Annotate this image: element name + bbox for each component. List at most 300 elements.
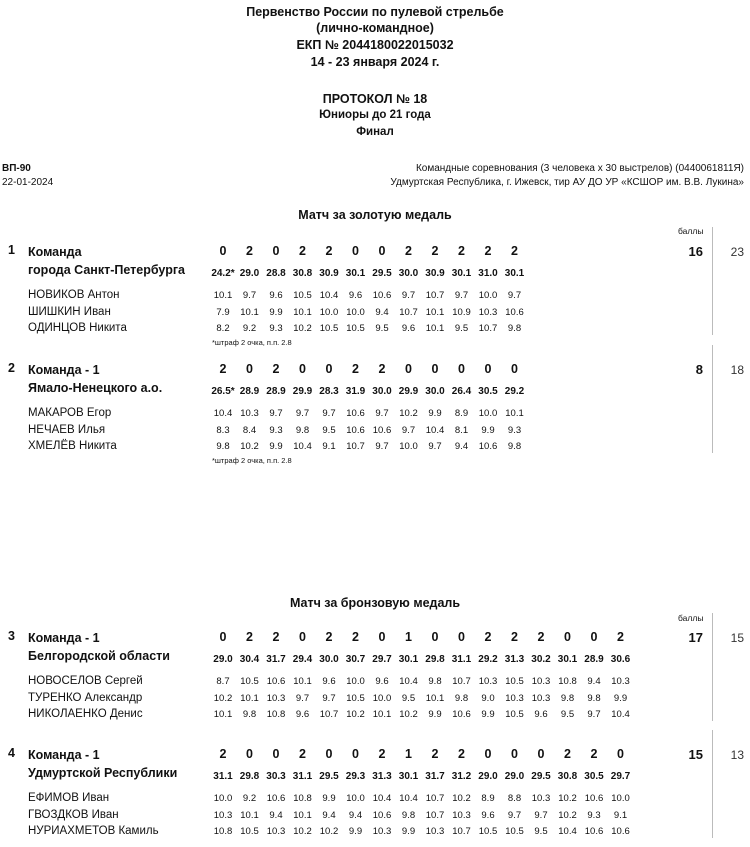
- shot-score: 10.6: [478, 441, 498, 452]
- shot-score: 9.8: [295, 424, 310, 436]
- shot-score: 9.8: [560, 692, 575, 704]
- shot-score: 9.5: [534, 826, 548, 837]
- shot-score: 10.7: [346, 441, 365, 452]
- athlete-name: ХМЕЛЁВ Никита: [28, 440, 117, 452]
- match-point: 0: [352, 244, 359, 258]
- shot-score: 8.1: [454, 424, 469, 436]
- column-divider: [712, 345, 713, 453]
- shot-score: 10.4: [425, 424, 445, 436]
- athlete-name: НОВОСЕЛОВ Сергей: [28, 675, 143, 687]
- shot-score: 9.7: [587, 709, 601, 720]
- match-point: 2: [378, 362, 386, 376]
- shot-score: 10.1: [293, 306, 312, 318]
- series-score: 29.0: [478, 771, 498, 782]
- athlete-name: ЕФИМОВ Иван: [28, 792, 110, 804]
- venue: Удмуртская Республика, г. Ижевск, тир АУ ДО УР «КСШОР им. В.В. Лукина»: [390, 177, 744, 188]
- series-score: 30.6: [610, 654, 631, 665]
- shot-score: 10.5: [346, 692, 365, 704]
- series-score: 30.8: [292, 268, 313, 279]
- match-point: 2: [617, 630, 624, 644]
- shot-score: 9.5: [454, 323, 469, 334]
- shot-score: 9.7: [322, 408, 336, 419]
- team-score: 23: [730, 245, 744, 259]
- match-point: 0: [484, 747, 492, 761]
- shot-score: 9.7: [507, 290, 522, 301]
- shot-score: 9.6: [348, 290, 363, 301]
- shot-score: 9.8: [428, 676, 442, 687]
- shot-score: 9.4: [348, 809, 363, 821]
- team-rank: 3: [8, 629, 15, 643]
- shot-score: 9.9: [613, 692, 628, 704]
- series-score: 28.3: [319, 386, 339, 397]
- match-point: 0: [272, 244, 280, 258]
- series-score: 30.0: [398, 268, 419, 279]
- series-score: 31.7: [266, 654, 286, 665]
- shot-score: 10.5: [346, 323, 365, 334]
- series-score: 30.1: [398, 771, 419, 782]
- shot-score: 9.2: [242, 323, 257, 334]
- series-score: 26.4: [451, 386, 472, 397]
- shot-score: 9.7: [401, 424, 416, 436]
- shot-score: 10.0: [346, 793, 365, 804]
- match-point: 2: [299, 244, 306, 258]
- series-score: 30.1: [504, 268, 525, 279]
- match-point: 0: [537, 747, 545, 761]
- team-name: Команда - 1: [28, 748, 100, 762]
- shot-score: 9.9: [269, 441, 283, 452]
- match-point: 2: [272, 630, 280, 644]
- shot-score: 10.3: [266, 692, 286, 704]
- series-score: 30.7: [345, 654, 366, 665]
- shot-score: 10.1: [425, 692, 445, 704]
- series-score: 30.0: [319, 654, 339, 665]
- shot-score: 9.8: [216, 441, 230, 452]
- series-score: 29.0: [504, 771, 525, 782]
- series-score: 28.8: [266, 268, 286, 279]
- points-label: баллы: [678, 226, 704, 236]
- match-point: 2: [378, 747, 386, 761]
- match-point: 0: [590, 630, 598, 644]
- shot-score: 10.1: [293, 676, 312, 687]
- series-score: 28.9: [239, 386, 260, 397]
- series-score: 31.2: [451, 771, 472, 782]
- shot-score: 10.2: [293, 826, 312, 837]
- shot-score: 10.6: [584, 826, 604, 837]
- match-point: 2: [484, 630, 492, 644]
- match-point: 0: [431, 630, 439, 644]
- series-score: 29.4: [292, 654, 313, 665]
- team-name: Команда - 1: [28, 631, 100, 645]
- athlete-name: НУРИАХМЕТОВ Камиль: [28, 825, 159, 837]
- match-point: 2: [325, 630, 333, 644]
- shot-score: 9.9: [481, 709, 495, 720]
- athlete-name: ШИШКИН Иван: [28, 305, 111, 318]
- team-total-points: 15: [688, 747, 703, 762]
- athlete-name: ТУРЕНКО Александр: [28, 691, 143, 704]
- shot-score: 9.9: [322, 793, 336, 804]
- shot-score: 10.6: [584, 793, 604, 804]
- athlete-name: ГВОЗДКОВ Иван: [28, 808, 119, 821]
- shot-score: 8.7: [216, 676, 230, 687]
- penalty-note: *штраф 2 очка, п.п. 2.8: [212, 456, 292, 465]
- shot-score: 9.1: [613, 809, 628, 821]
- shot-score: 10.1: [425, 323, 445, 334]
- shot-score: 9.9: [428, 408, 442, 419]
- shot-score: 8.9: [481, 793, 495, 804]
- event-title: Первенство России по пулевой стрельбе: [246, 5, 504, 19]
- shot-score: 10.7: [452, 826, 471, 837]
- shot-score: 10.5: [505, 826, 524, 837]
- shot-score: 9.4: [454, 441, 469, 452]
- athlete-name: НИКОЛАЕНКО Денис: [28, 708, 143, 720]
- series-score: 29.3: [345, 771, 366, 782]
- match-point: 1: [405, 630, 412, 644]
- shot-score: 10.0: [346, 676, 365, 687]
- shot-score: 10.3: [452, 809, 471, 821]
- shot-score: 10.4: [319, 290, 339, 301]
- shot-score: 9.5: [375, 323, 389, 334]
- match-point: 0: [378, 630, 386, 644]
- shot-score: 9.9: [401, 826, 416, 837]
- column-divider: [712, 613, 713, 721]
- series-score: 29.8: [239, 771, 260, 782]
- shot-score: 10.7: [425, 793, 445, 804]
- column-divider: [712, 730, 713, 838]
- shot-score: 10.6: [452, 709, 471, 720]
- penalty-note: *штраф 2 очка, п.п. 2.8: [212, 338, 292, 347]
- series-score: 29.0: [239, 268, 260, 279]
- shot-score: 10.6: [372, 424, 392, 436]
- shot-score: 10.5: [240, 676, 259, 687]
- shot-score: 9.6: [295, 709, 310, 720]
- match-point: 0: [511, 747, 518, 761]
- match-point: 0: [246, 747, 253, 761]
- shot-score: 10.1: [240, 306, 259, 318]
- series-score: 31.1: [451, 654, 472, 665]
- stage: Финал: [356, 126, 394, 138]
- athlete-name: НЕЧАЕВ Илья: [28, 423, 106, 436]
- shot-score: 10.5: [478, 826, 498, 837]
- shot-score: 10.1: [213, 290, 233, 301]
- match-point: 2: [272, 362, 280, 376]
- shot-score: 9.6: [481, 809, 495, 821]
- shot-score: 9.4: [322, 809, 336, 821]
- match-point: 0: [299, 362, 306, 376]
- series-score: 29.2: [504, 386, 525, 397]
- match-point: 2: [246, 244, 253, 258]
- series-score: 31.7: [425, 771, 445, 782]
- series-score: 29.9: [398, 386, 419, 397]
- shot-score: 10.6: [266, 793, 286, 804]
- series-score: 30.8: [557, 771, 578, 782]
- ekp-number: ЕКП № 2044180022015032: [296, 38, 454, 52]
- shot-score: 10.3: [531, 676, 551, 687]
- shot-score: 9.8: [507, 323, 522, 334]
- shot-score: 9.4: [587, 676, 601, 687]
- shot-score: 9.7: [375, 441, 389, 452]
- match-point: 2: [511, 630, 518, 644]
- shot-score: 10.7: [452, 676, 471, 687]
- shot-score: 10.6: [505, 306, 524, 318]
- series-score: 30.5: [584, 771, 604, 782]
- series-score: 30.5: [478, 386, 498, 397]
- shot-score: 10.6: [266, 676, 286, 687]
- shot-score: 9.7: [401, 290, 416, 301]
- match-point: 2: [537, 630, 545, 644]
- shot-score: 10.0: [478, 408, 498, 419]
- shot-score: 10.0: [478, 290, 498, 301]
- shot-score: 10.1: [293, 809, 312, 821]
- shot-score: 9.2: [242, 793, 257, 804]
- team-total-points: 8: [695, 362, 703, 377]
- shot-score: 9.6: [534, 709, 548, 720]
- match-point: 2: [564, 747, 571, 761]
- match-point: 2: [299, 747, 306, 761]
- shot-score: 10.2: [213, 692, 233, 704]
- series-score: 29.7: [372, 654, 392, 665]
- match-point: 0: [405, 362, 412, 376]
- shot-score: 8.9: [454, 408, 469, 419]
- shot-score: 10.0: [346, 306, 365, 318]
- match-point: 0: [378, 244, 386, 258]
- competition-type: Командные соревнования (3 человека х 30 выстрелов) (0440061811Я): [415, 163, 744, 174]
- competition-date: 22-01-2024: [2, 177, 54, 188]
- shot-score: 9.8: [242, 709, 257, 720]
- bronze-match-title: Матч за бронзовую медаль: [289, 596, 461, 610]
- shot-score: 10.5: [240, 826, 259, 837]
- series-score: 28.9: [266, 386, 286, 397]
- shot-score: 10.7: [425, 290, 445, 301]
- athlete-name: НОВИКОВ Антон: [28, 289, 120, 301]
- shot-score: 10.2: [319, 826, 339, 837]
- shot-score: 10.8: [213, 826, 233, 837]
- series-score: 26.5*: [211, 386, 235, 397]
- shot-score: 10.4: [213, 408, 233, 419]
- series-score: 30.4: [239, 654, 260, 665]
- shot-score: 9.7: [375, 408, 389, 419]
- shot-score: 10.4: [293, 441, 312, 452]
- shot-score: 9.7: [428, 441, 442, 452]
- match-point: 2: [405, 244, 412, 258]
- discipline: ВП-90: [2, 163, 31, 174]
- shot-score: 10.3: [425, 826, 445, 837]
- shot-score: 9.7: [295, 408, 310, 419]
- team-score: 13: [730, 748, 744, 762]
- team-total-points: 17: [688, 630, 703, 645]
- series-score: 29.5: [531, 771, 551, 782]
- shot-score: 9.7: [295, 692, 310, 704]
- shot-score: 10.0: [611, 793, 630, 804]
- match-point: 0: [219, 630, 227, 644]
- series-score: 29.8: [425, 654, 445, 665]
- series-score: 29.2: [478, 654, 498, 665]
- team-region: города Санкт-Петербурга: [28, 263, 185, 277]
- shot-score: 10.0: [372, 692, 392, 704]
- gold-match-title: Матч за золотую медаль: [298, 208, 452, 222]
- series-score: 29.5: [372, 268, 392, 279]
- match-point: 0: [352, 747, 359, 761]
- team-score: 18: [730, 363, 744, 377]
- match-point: 0: [484, 362, 492, 376]
- team-region: Ямало-Ненецкого а.о.: [28, 381, 163, 395]
- shot-score: 9.8: [454, 692, 469, 704]
- team-name: Команда - 1: [28, 363, 100, 377]
- event-subtitle: (лично-командное): [316, 21, 434, 35]
- series-score: 29.7: [610, 771, 631, 782]
- match-point: 0: [325, 362, 333, 376]
- series-score: 29.5: [319, 771, 339, 782]
- team-region: Белгородской области: [28, 649, 170, 663]
- shot-score: 10.8: [558, 676, 577, 687]
- shot-score: 10.6: [611, 826, 630, 837]
- match-point: 2: [458, 747, 465, 761]
- match-point: 0: [219, 244, 227, 258]
- series-score: 31.3: [372, 771, 392, 782]
- match-point: 2: [352, 630, 359, 644]
- shot-score: 10.4: [558, 826, 577, 837]
- match-point: 0: [299, 630, 306, 644]
- shot-score: 9.5: [401, 692, 416, 704]
- shot-score: 8.3: [216, 424, 230, 436]
- match-point: 0: [246, 362, 253, 376]
- series-score: 31.0: [478, 268, 498, 279]
- series-score: 30.1: [398, 654, 419, 665]
- column-divider: [712, 227, 713, 335]
- event-dates: 14 - 23 января 2024 г.: [310, 55, 440, 69]
- shot-score: 10.3: [478, 306, 498, 318]
- match-point: 0: [325, 747, 333, 761]
- shot-score: 10.2: [240, 441, 259, 452]
- shot-score: 10.7: [425, 809, 445, 821]
- athlete-name: МАКАРОВ Егор: [28, 407, 112, 419]
- shot-score: 10.3: [213, 809, 233, 821]
- shot-score: 9.7: [322, 692, 336, 704]
- age-category: Юниоры до 21 года: [319, 109, 431, 121]
- shot-score: 10.1: [505, 408, 524, 419]
- team-rank: 2: [8, 361, 15, 375]
- shot-score: 10.2: [399, 408, 418, 419]
- shot-score: 10.1: [425, 306, 445, 318]
- series-score: 30.1: [345, 268, 366, 279]
- shot-score: 9.3: [269, 424, 283, 436]
- match-point: 2: [325, 244, 333, 258]
- shot-score: 9.7: [454, 290, 469, 301]
- series-score: 30.0: [372, 386, 392, 397]
- shot-score: 10.7: [319, 709, 339, 720]
- shot-score: 10.8: [293, 793, 312, 804]
- match-point: 2: [246, 630, 253, 644]
- shot-score: 9.7: [534, 809, 548, 821]
- shot-score: 10.2: [399, 709, 418, 720]
- match-point: 0: [458, 630, 465, 644]
- match-point: 2: [219, 362, 227, 376]
- shot-score: 10.3: [478, 676, 498, 687]
- team-name: Команда: [28, 245, 82, 259]
- match-point: 2: [484, 244, 492, 258]
- series-score: 31.1: [292, 771, 313, 782]
- shot-score: 10.1: [240, 692, 259, 704]
- series-score: 30.9: [425, 268, 445, 279]
- shot-score: 10.3: [240, 408, 259, 419]
- shot-score: 9.9: [428, 709, 442, 720]
- shot-score: 9.8: [401, 809, 416, 821]
- team-rank: 4: [8, 746, 15, 760]
- shot-score: 9.7: [507, 809, 522, 821]
- series-score: 30.1: [557, 654, 578, 665]
- shot-score: 8.8: [507, 793, 522, 804]
- match-point: 2: [352, 362, 359, 376]
- shot-score: 9.3: [269, 323, 283, 334]
- shot-score: 10.6: [372, 809, 392, 821]
- shot-score: 9.5: [560, 709, 575, 720]
- series-score: 28.9: [584, 654, 604, 665]
- shot-score: 10.3: [372, 826, 392, 837]
- match-point: 0: [617, 747, 624, 761]
- shot-score: 9.8: [507, 441, 522, 452]
- shot-score: 9.9: [348, 826, 363, 837]
- series-score: 30.0: [425, 386, 445, 397]
- shot-score: 10.3: [611, 676, 630, 687]
- series-score: 31.9: [345, 386, 366, 397]
- shot-score: 10.7: [478, 323, 498, 334]
- athlete-name: ОДИНЦОВ Никита: [28, 322, 127, 334]
- shot-score: 9.8: [587, 692, 601, 704]
- shot-score: 9.6: [269, 290, 283, 301]
- shot-score: 9.9: [269, 306, 283, 318]
- shot-score: 10.5: [505, 676, 524, 687]
- shot-score: 8.4: [242, 424, 257, 436]
- shot-score: 7.9: [216, 306, 230, 318]
- shot-score: 10.1: [372, 709, 392, 720]
- series-score: 30.1: [451, 268, 472, 279]
- shot-score: 10.3: [531, 692, 551, 704]
- shot-score: 9.1: [322, 441, 336, 452]
- shot-score: 10.9: [452, 306, 471, 318]
- shot-score: 9.4: [269, 809, 283, 821]
- match-point: 2: [511, 244, 518, 258]
- shot-score: 10.3: [266, 826, 286, 837]
- series-score: 31.3: [504, 654, 525, 665]
- match-point: 1: [405, 747, 412, 761]
- shot-score: 9.7: [242, 290, 257, 301]
- shot-score: 10.1: [240, 809, 259, 821]
- shot-score: 10.7: [399, 306, 418, 318]
- match-point: 0: [564, 630, 571, 644]
- shot-score: 10.6: [346, 408, 365, 419]
- shot-score: 9.6: [322, 676, 336, 687]
- shot-score: 10.0: [319, 306, 339, 318]
- match-point: 0: [431, 362, 439, 376]
- series-score: 29.9: [292, 386, 313, 397]
- shot-score: 10.6: [346, 424, 365, 436]
- series-score: 30.3: [266, 771, 286, 782]
- match-point: 0: [458, 362, 465, 376]
- shot-score: 9.3: [507, 424, 522, 436]
- series-score: 30.9: [319, 268, 339, 279]
- shot-score: 10.5: [505, 709, 524, 720]
- shot-score: 10.1: [213, 709, 233, 720]
- shot-score: 10.4: [372, 793, 392, 804]
- match-point: 0: [272, 747, 280, 761]
- series-score: 24.2*: [211, 268, 235, 279]
- points-label: баллы: [678, 613, 704, 623]
- match-point: 2: [219, 747, 227, 761]
- shot-score: 9.6: [401, 323, 416, 334]
- shot-score: 10.4: [399, 793, 418, 804]
- shot-score: 9.0: [481, 692, 495, 704]
- team-rank: 1: [8, 243, 15, 257]
- shot-score: 10.3: [531, 793, 551, 804]
